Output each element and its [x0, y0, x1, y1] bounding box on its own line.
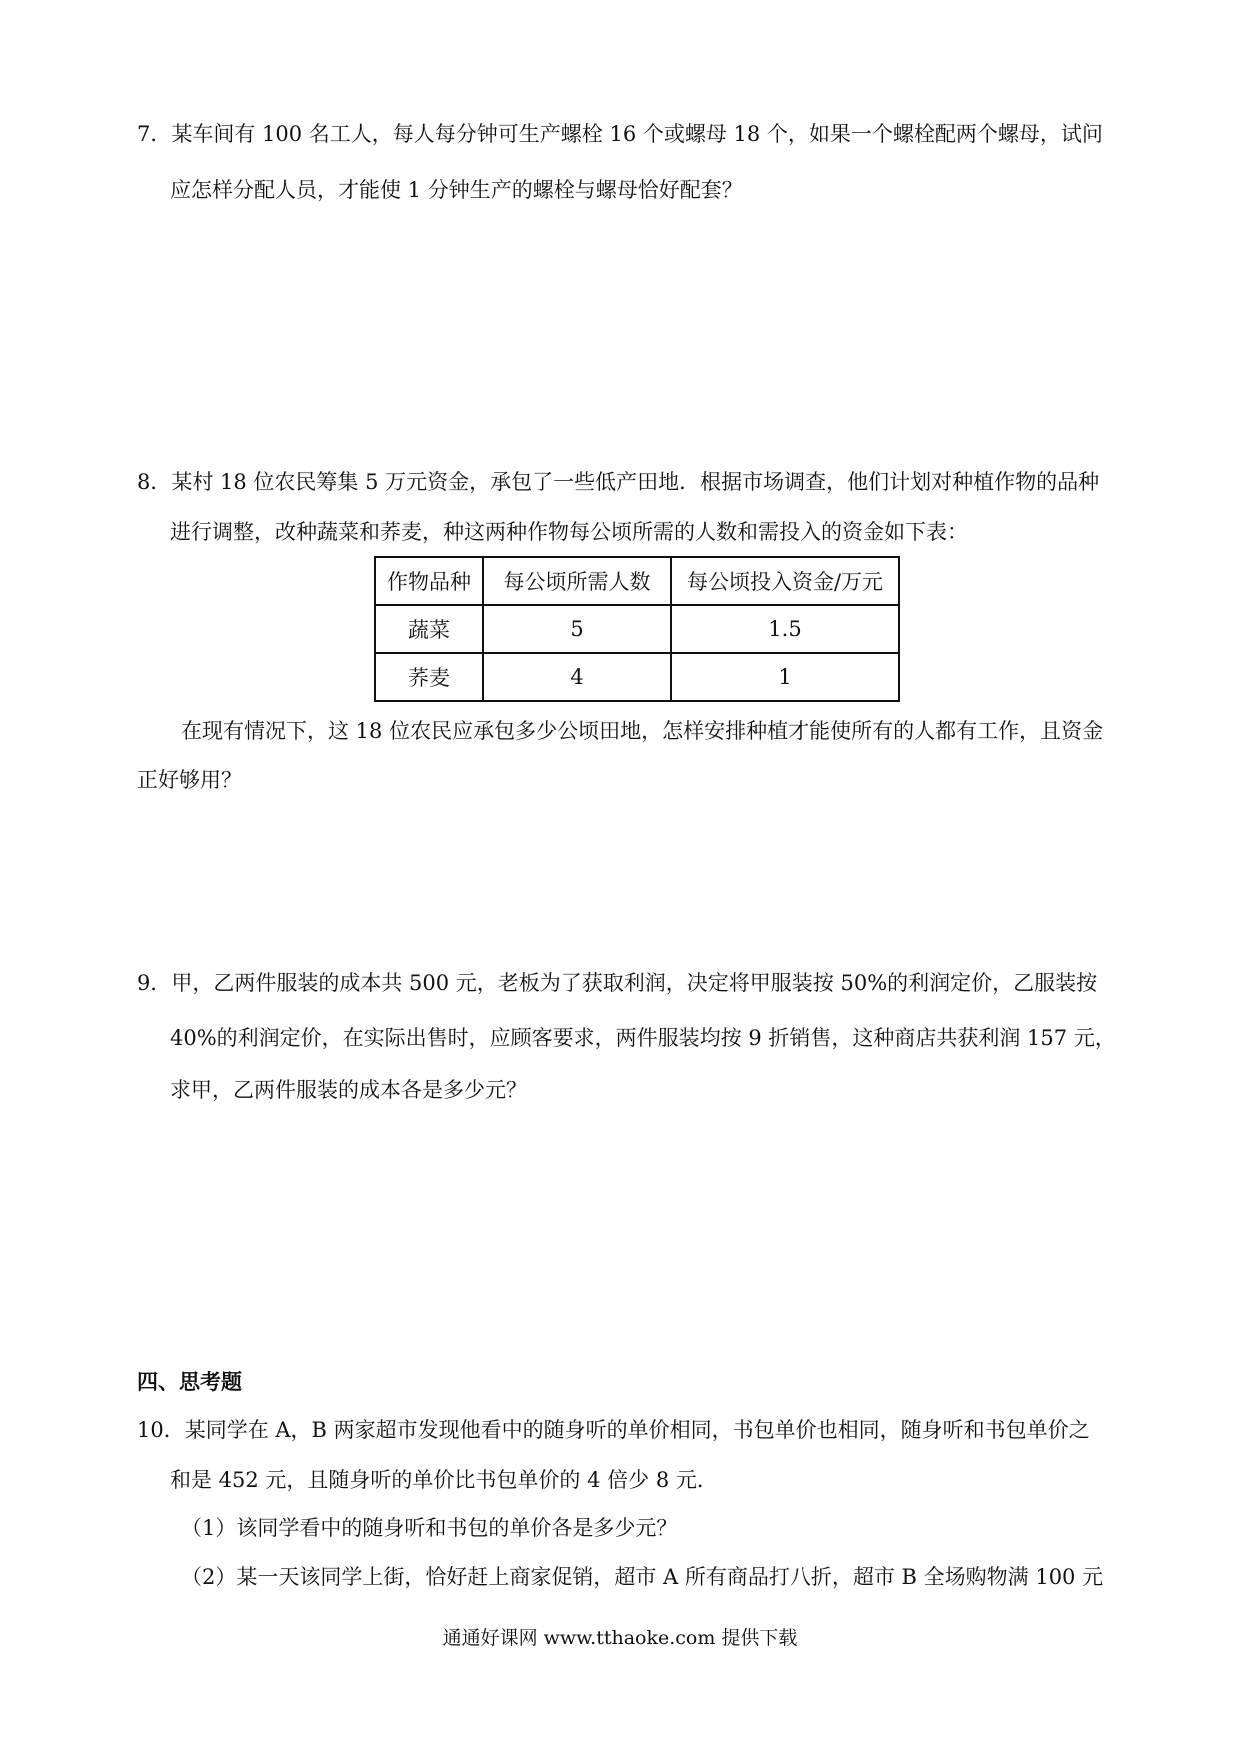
q8-line-3: 在现有情况下，这 18 位农民应承包多少公顷田地，怎样安排种植才能使所有的人都有工作，且资金 — [181, 719, 1104, 743]
table-header-row — [375, 557, 899, 605]
table-cell: 1.5 — [671, 605, 899, 653]
q8-line-1: 8．某村 18 位农民筹集 5 万元资金，承包了一些低产田地．根据市场调查，他们计划对种植作物的品种 — [137, 470, 1100, 494]
table-header-cell: 每公顷所需人数 — [483, 557, 671, 605]
table-header-cell: 每公顷投入资金/万元 — [671, 557, 899, 605]
q7-line-2: 应怎样分配人员，才能使 1 分钟生产的螺栓与螺母恰好配套？ — [170, 178, 743, 202]
table-cell: 5 — [483, 605, 671, 653]
table-cell: 荞麦 — [375, 653, 483, 701]
table-cell: 4 — [483, 653, 671, 701]
table-cell: 蔬菜 — [375, 605, 483, 653]
q10-line-2: 和是 452 元，且随身听的单价比书包单价的 4 倍少 8 元． — [170, 1468, 718, 1492]
q9-line-2: 40%的利润定价，在实际出售时，应顾客要求，两件服装均按 9 折销售，这种商店共获利润 157 元， — [170, 1026, 1116, 1050]
table-row — [375, 605, 899, 653]
page-footer: 通通好课网 www.tthaoke.com 提供下载 — [442, 1627, 798, 1649]
section-heading: 四、思考题 — [137, 1370, 242, 1394]
q8-line-4: 正好够用？ — [137, 768, 242, 792]
q10-sub-question-1: （1）该同学看中的随身听和书包的单价各是多少元？ — [181, 1516, 678, 1540]
q9-line-3: 求甲，乙两件服装的成本各是多少元？ — [170, 1078, 527, 1102]
q9-line-1: 9．甲，乙两件服装的成本共 500 元，老板为了获取利润，决定将甲服装按 50%的利润定价，乙服装按 — [137, 971, 1098, 995]
q10-sub-question-2: （2）某一天该同学上街，恰好赶上商家促销，超市 A 所有商品打八折，超市 B 全场购物满 100 元 — [181, 1565, 1104, 1589]
q10-line-1: 10．某同学在 A，B 两家超市发现他看中的随身听的单价相同，书包单价也相同，随身听和书包单价之 — [137, 1418, 1090, 1442]
crop-table — [374, 556, 900, 702]
table-row — [375, 653, 899, 701]
q8-line-2: 进行调整，改种蔬菜和荞麦，种这两种作物每公顷所需的人数和需投入的资金如下表： — [170, 520, 968, 544]
table-cell: 1 — [671, 653, 899, 701]
table-header-cell: 作物品种 — [375, 557, 483, 605]
q7-line-1: 7．某车间有 100 名工人，每人每分钟可生产螺栓 16 个或螺母 18 个，如果一个螺栓配两个螺母，试问 — [137, 122, 1103, 146]
